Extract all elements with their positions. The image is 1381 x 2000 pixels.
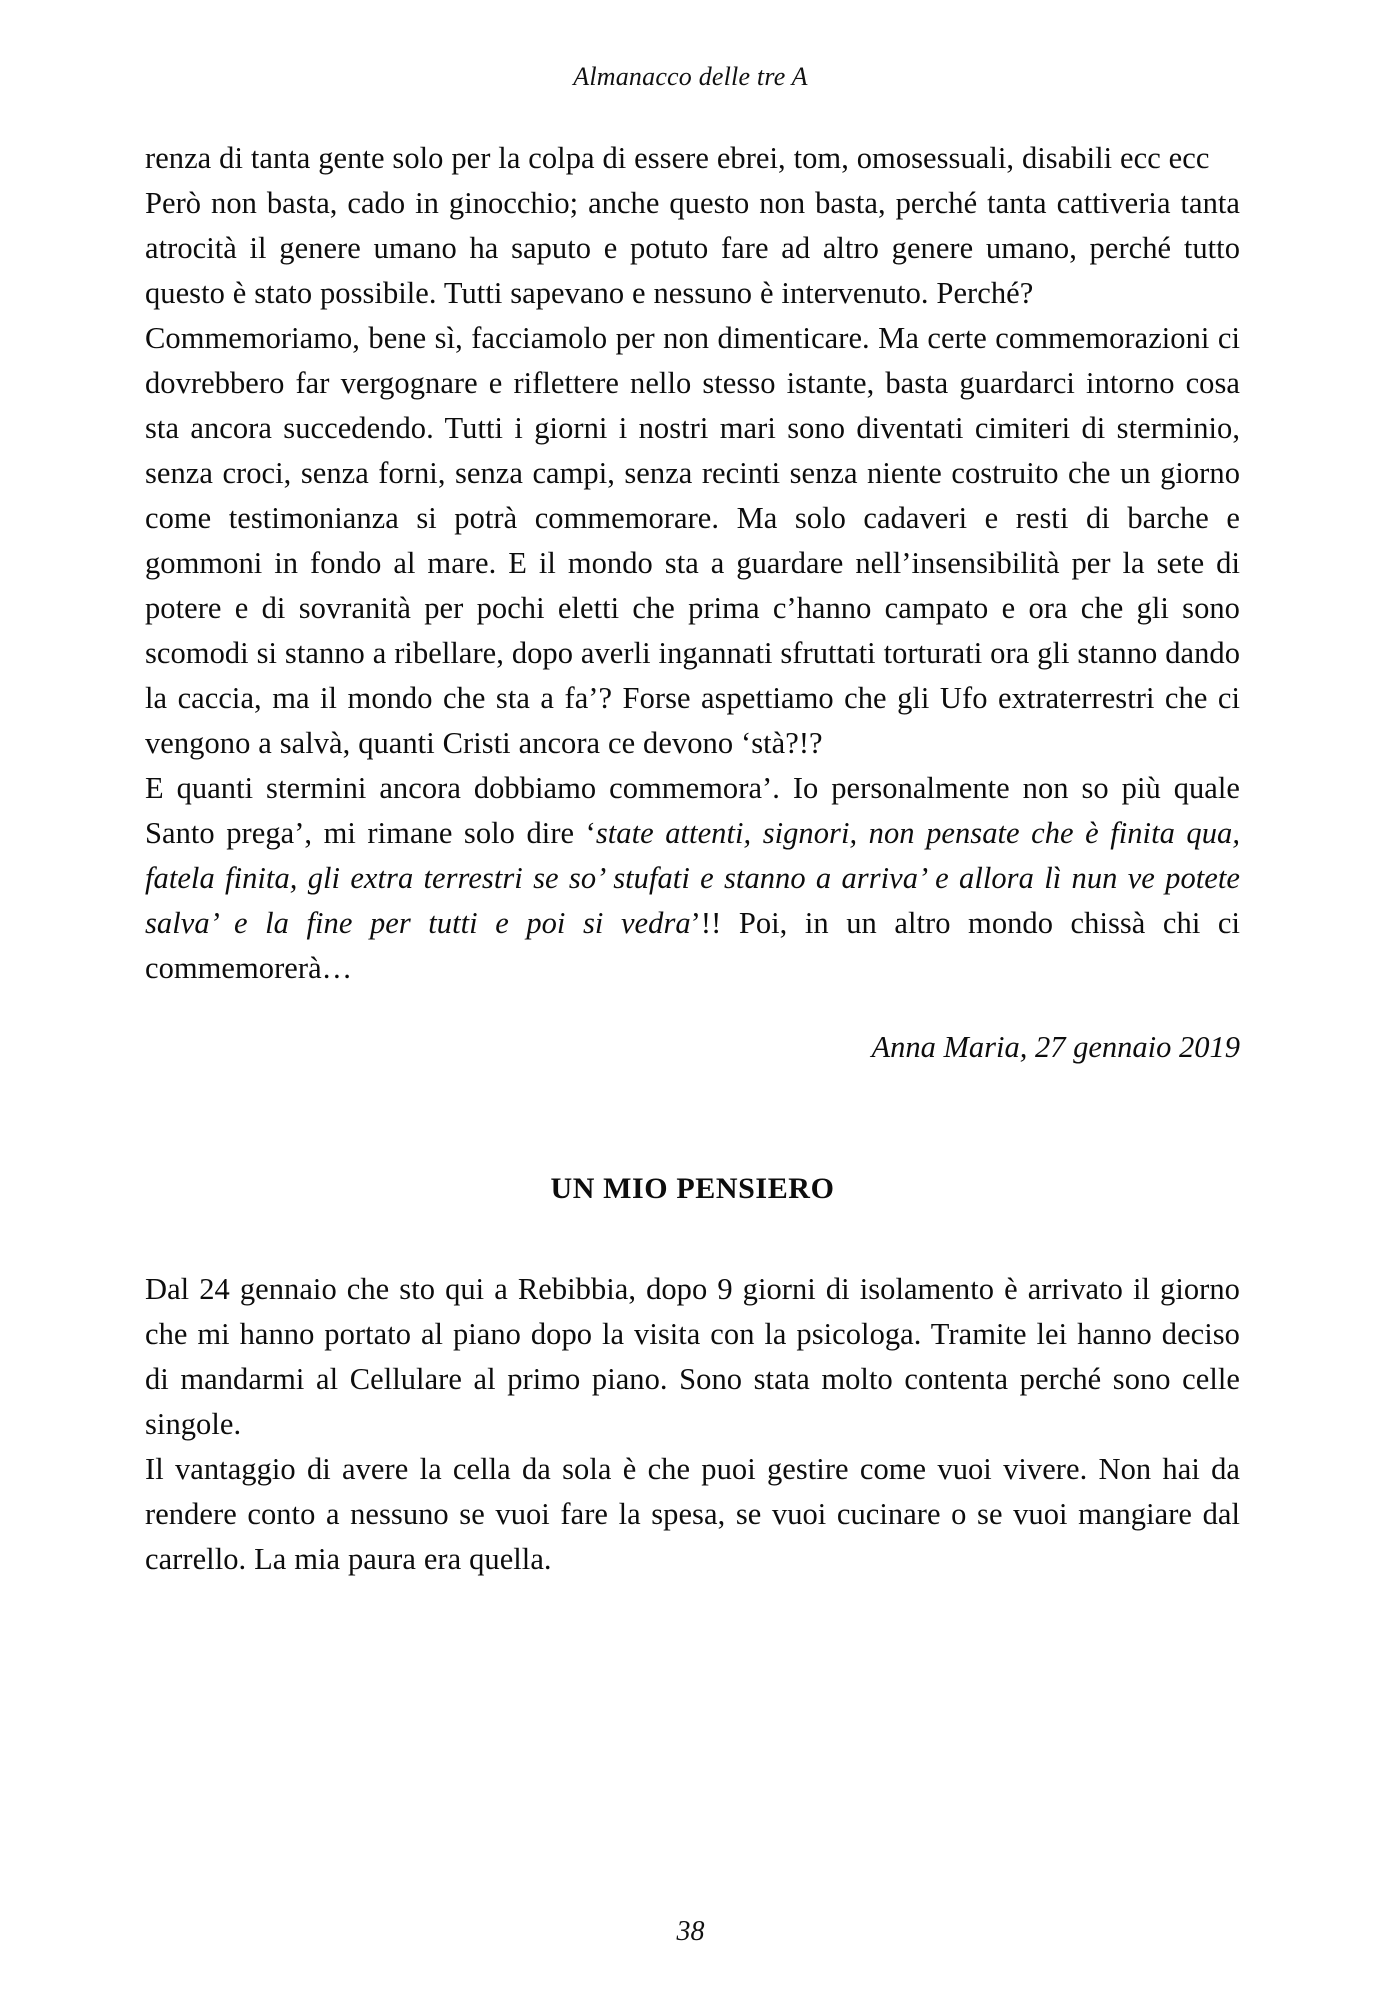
paragraph-pero-non-basta: Però non basta, cado in ginocchio; anche questo non basta, perché tanta cattiveria tanta atrocità il genere umano ha saputo e potuto fare ad altro genere umano, perché tutto questo è stato possibile. Tutti sapevano e nessuno è intervenuto. Perché? — [145, 186, 1240, 310]
running-head: Almanacco delle tre A — [573, 62, 808, 91]
inline-quote-close: ’!! — [690, 906, 722, 940]
author-signature: Anna Maria, 27 gennaio 2019 — [871, 1030, 1240, 1064]
paragraph-lead-text: E quanti stermini ancora dobbiamo commemora’. Io personalmente non so più quale Santo prega’, mi rimane solo dire ‘ — [145, 771, 1240, 850]
section-paragraph-dal-24-gennaio: Dal 24 gennaio che sto qui a Rebibbia, dopo 9 giorni di isolamento è arrivato il giorno che mi hanno portato al piano dopo la visita con la psicologa. Tramite lei hanno deciso di mandarmi al Cellulare al primo piano. Sono stata molto contenta perché sono celle singole. — [145, 1272, 1240, 1441]
paragraph-e-quanti-stermini — [145, 766, 1240, 991]
paragraph-continuation: renza di tanta gente solo per la colpa di essere ebrei, tom, omosessuali, disabili ecc ecc — [145, 141, 1210, 175]
section-heading: UN MIO PENSIERO — [550, 1172, 835, 1205]
page-number: 38 — [676, 1916, 705, 1947]
page-text-block — [145, 136, 1240, 1582]
paragraph-tail-text: Poi, in un altro mondo chissà chi ci commemorerà… — [145, 906, 1240, 985]
inline-quote-italic: state attenti, signori, non pensate che è finita qua, fatela finita, gli extra terrestri se so’ stufati e stanno a arriva’ e allora lì nun ve potete salva’ e la fine per tutti e poi si vedra — [145, 816, 1241, 940]
section-paragraph-il-vantaggio: Il vantaggio di avere la cella da sola è che puoi gestire come vuoi vivere. Non hai da rendere conto a nessuno se vuoi fare la spesa, se vuoi cucinare o se vuoi mangiare dal carrello. La mia paura era quella. — [145, 1452, 1240, 1576]
paragraph-commemoriamo: Commemoriamo, bene sì, facciamolo per non dimenticare. Ma certe commemorazioni ci dovrebbero far vergognare e riflettere nello stesso istante, basta guardarci intorno cosa sta ancora succedendo. Tutti i giorni i nostri mari sono diventati cimiteri di sterminio, senza croci, senza forni, senza campi, senza recinti senza niente costruito che un giorno come testimonianza si potrà commemorare. Ma solo cadaveri e resti di barche e gommoni in fondo al mare. E il mondo sta a guardare nell’insensibilità per la sete di potere e di sovranità per pochi eletti che prima c’hanno campato e ora che gli sono scomodi si stanno a ribellare, dopo averli ingannati sfruttati torturati ora gli stanno dando la caccia, ma il mondo che sta a fa’? Forse aspettiamo che gli Ufo extraterrestri che ci vengono a salvà, quanti Cristi ancora ce devono ‘stà?!? — [145, 321, 1240, 760]
